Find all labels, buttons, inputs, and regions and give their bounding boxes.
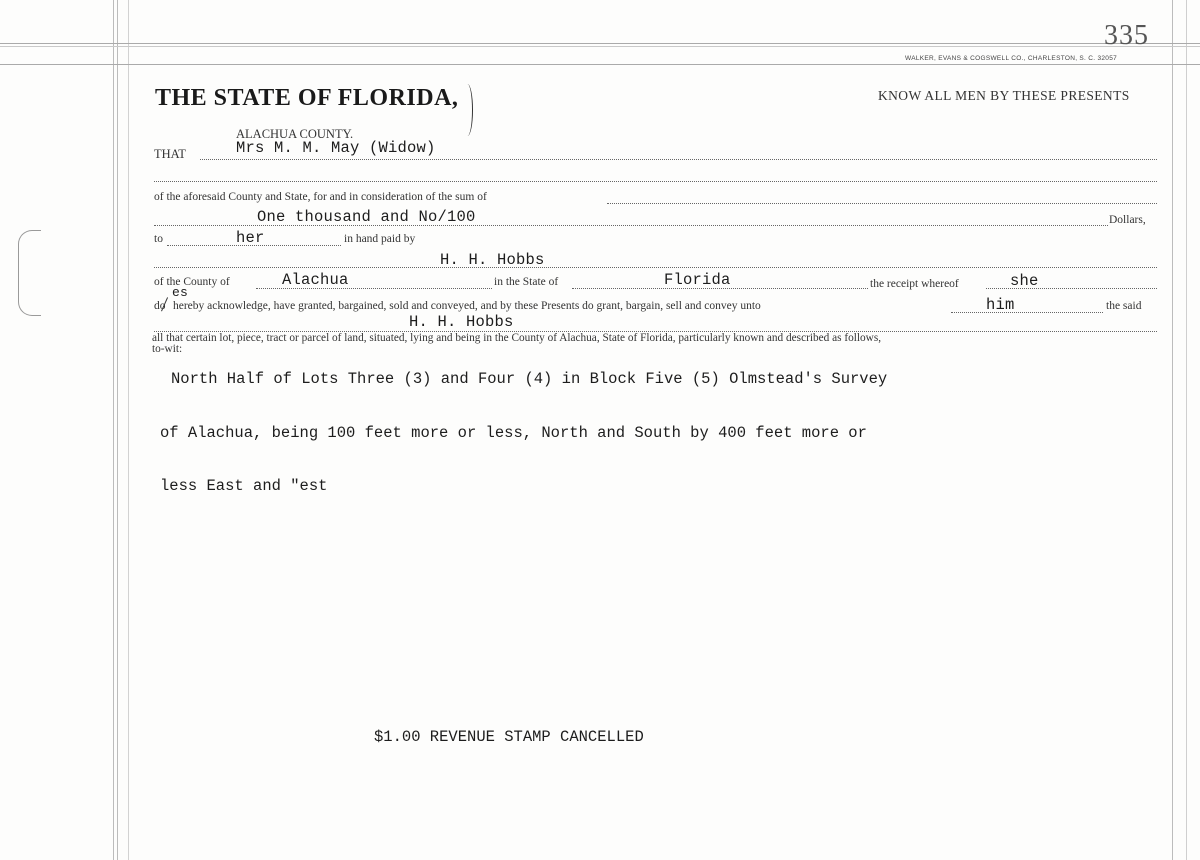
land-clause [152,333,881,355]
description-line-3: less East and "est [160,477,328,495]
that-line [200,159,1157,160]
land-clause-line-2: to-wit: [152,343,183,355]
land-clause-line-1: all that certain lot, piece, tract or parcel of land, situated, lying and being in the County of Alachua, State of Florida, particularly known and described as follows, [152,332,882,344]
margin-line-right [1172,0,1173,860]
document-title: THE STATE OF FLORIDA, [155,85,459,111]
top-rule-secondary [0,46,1200,47]
do-prefix: do [154,300,166,312]
acknowledge-text: hereby acknowledge, have granted, bargained, sold and conveyed, and by these Presents do grant, bargain, sell and convey unto [173,300,761,312]
margin-line-right-outer [1186,0,1187,860]
margin-line-left-outer [113,0,114,860]
dollars-label: Dollars, [1109,214,1146,226]
receipt-label: the receipt whereof [870,278,959,290]
blank-line [154,181,1157,182]
grantor-name: Mrs M. M. May (Widow) [236,139,436,157]
margin-line-left-inner [117,0,118,860]
know-all-men-heading: KNOW ALL MEN BY THESE PRESENTS [878,88,1130,103]
title-brace [462,84,473,136]
consideration-label: of the aforesaid County and State, for and in consideration of the sum of [154,191,487,203]
margin-line-left-third [128,0,129,860]
to-label: to [154,233,163,245]
grantee-county: Alachua [282,271,349,289]
top-rule [0,43,1200,44]
that-label: THAT [154,147,186,161]
paid-to-pronoun: her [236,229,265,247]
sum-amount: One thousand and No/100 [257,208,476,226]
page-number: 335 [1104,20,1149,51]
printer-imprint: WALKER, EVANS & COGSWELL CO., CHARLESTON, S. C. 32057 [905,55,1118,62]
description-line-2: of Alachua, being 100 feet more or less, North and South by 400 feet more or [160,424,867,442]
description-line-1: North Half of Lots Three (3) and Four (4) in Block Five (5) Olmstead's Survey [171,370,888,388]
of-county-label: of the County of [154,276,230,288]
header-rule [0,64,1200,65]
grantee-name: H. H. Hobbs [440,251,545,269]
the-said-label: the said [1106,300,1142,312]
grantee-line [154,267,1157,268]
convey-pronoun: him [986,296,1015,314]
in-hand-paid-label: in hand paid by [344,233,416,245]
convey-line [951,312,1103,313]
revenue-stamp-note: $1.00 REVENUE STAMP CANCELLED [374,728,644,746]
said-grantee-name: H. H. Hobbs [409,313,514,331]
county-heading: ALACHUA COUNTY. [236,127,354,141]
receipt-pronoun: she [1010,272,1039,290]
es-insertion: es [172,285,189,300]
binding-hole-mark [18,230,41,316]
in-state-label: in the State of [494,276,559,288]
consideration-line [607,203,1157,204]
grantee-state: Florida [664,271,731,289]
